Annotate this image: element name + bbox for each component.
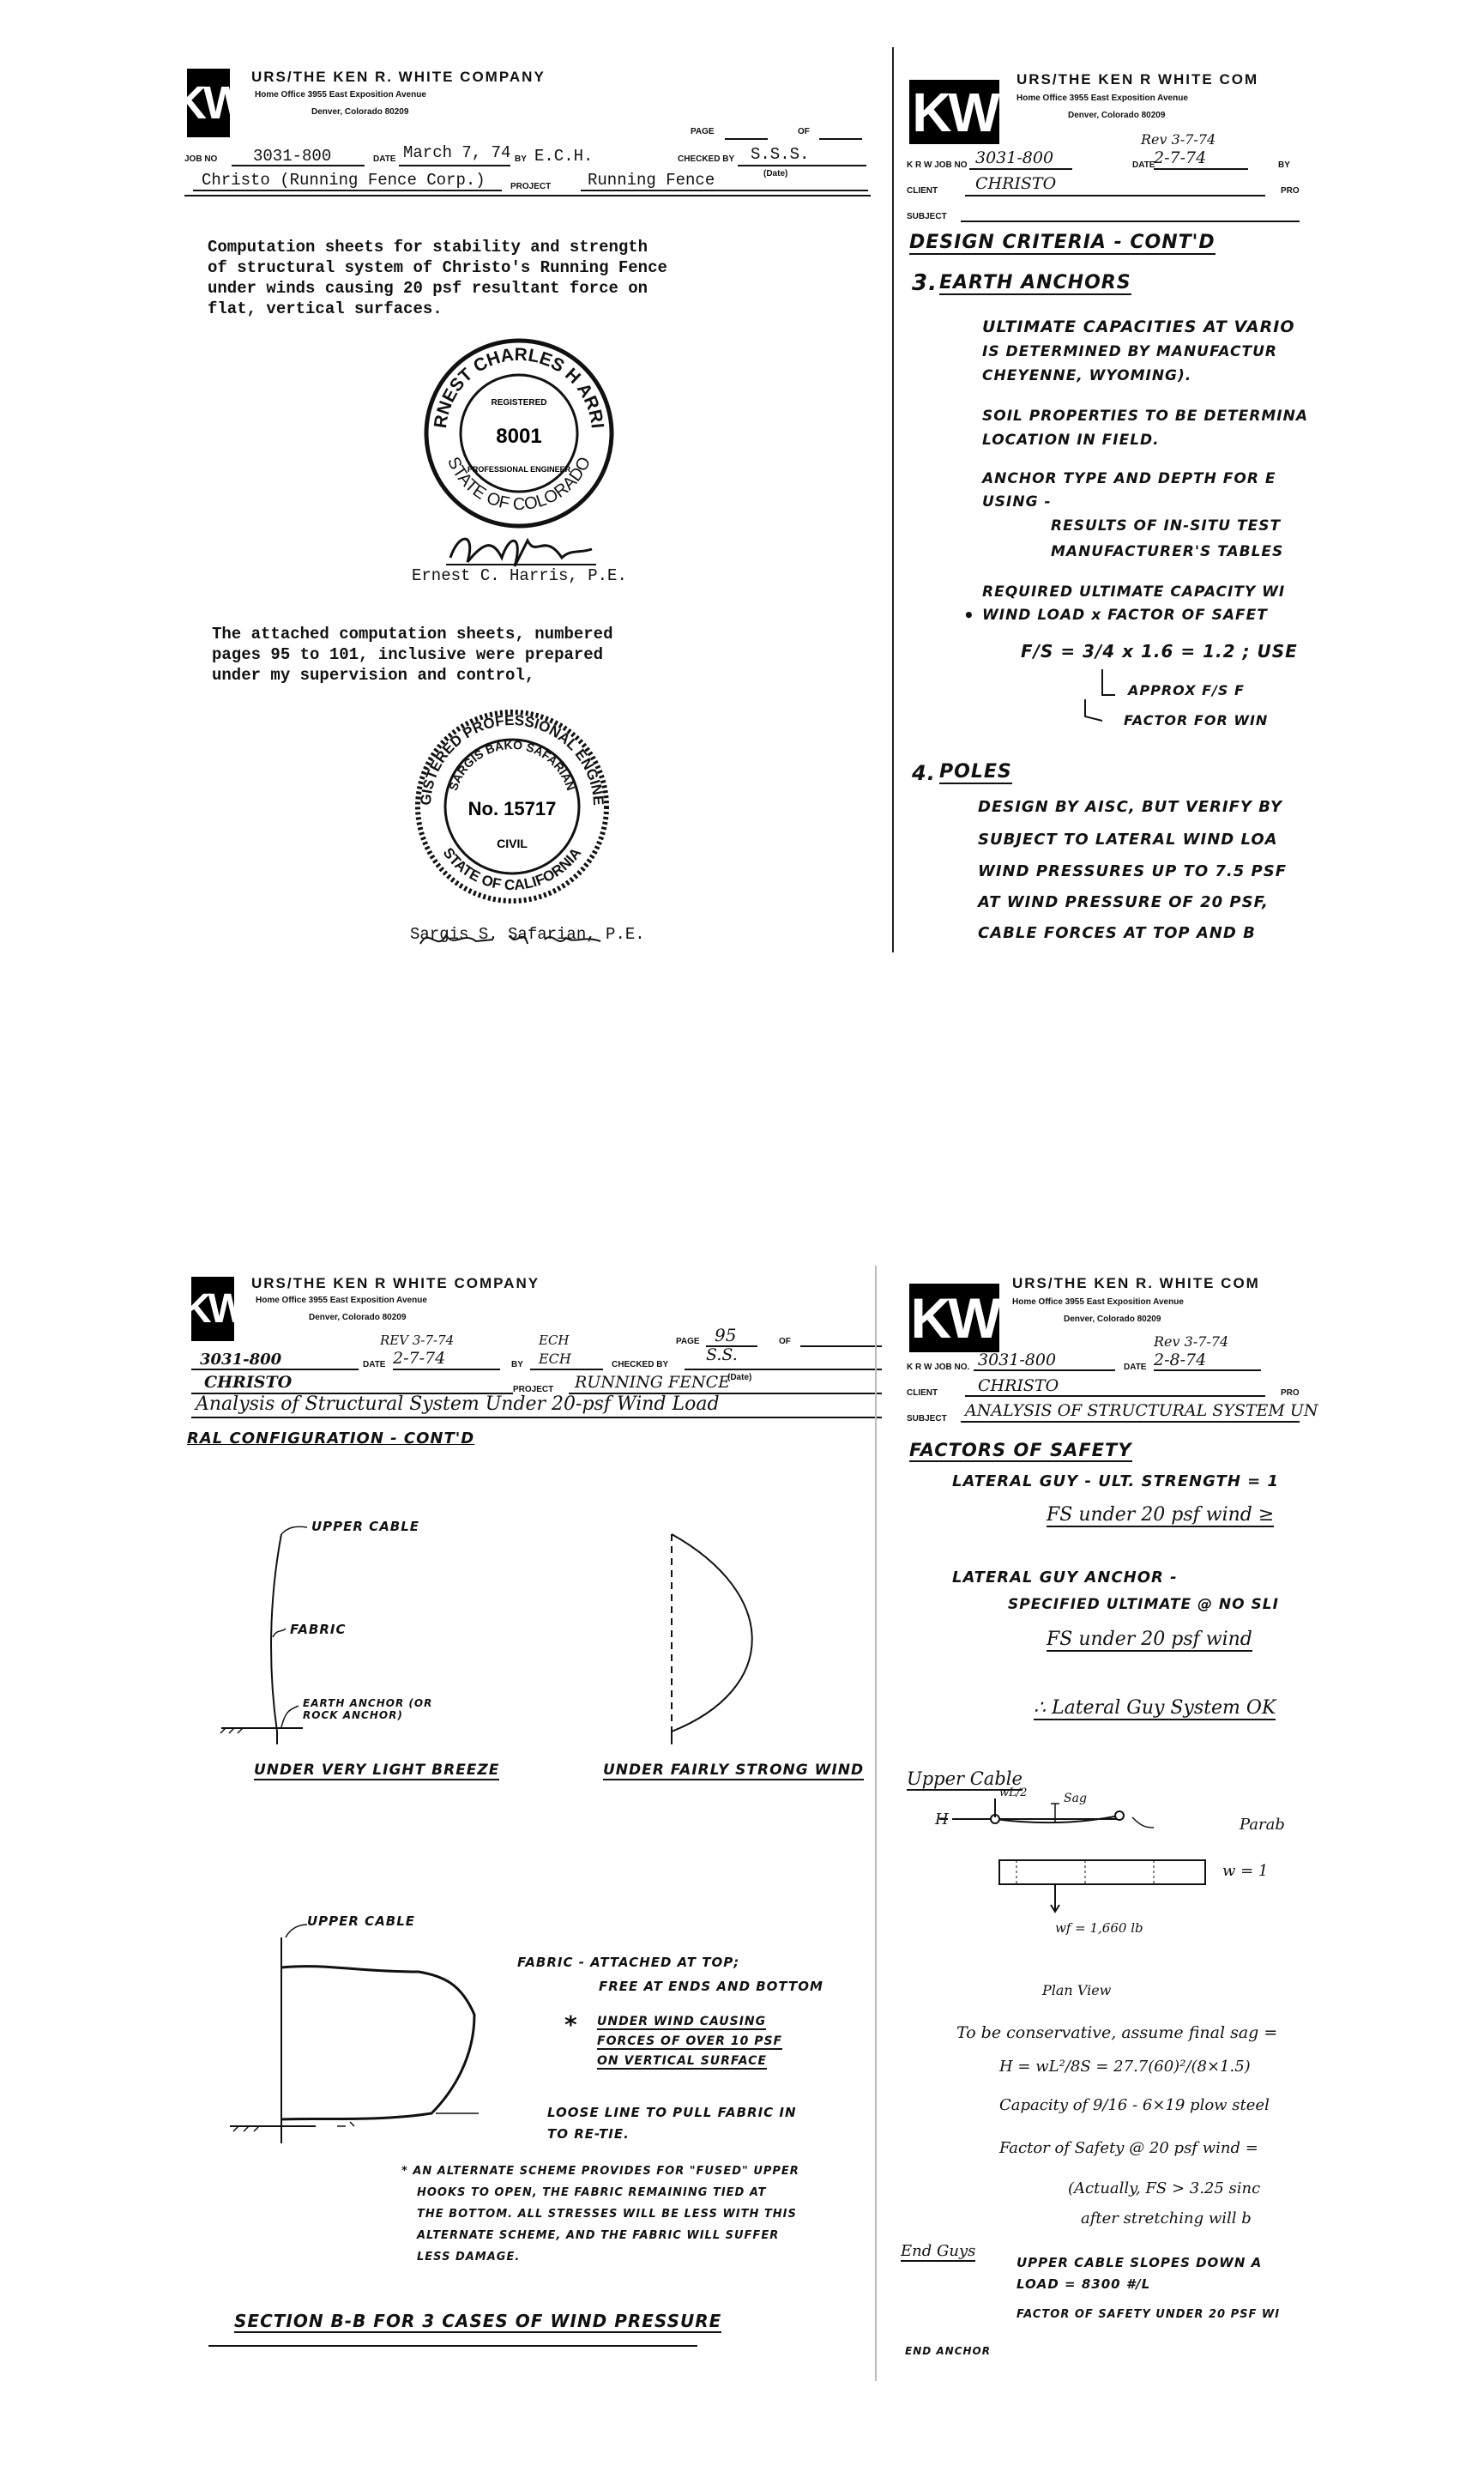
sheet-4-factors-of-safety [896,1268,1318,2371]
body-line-2: of structural system of Christo's Running Fence [208,258,667,277]
subject-value: ANALYSIS OF STRUCTURAL SYSTEM UN [965,1401,1318,1420]
upper-slopes: UPPER CABLE SLOPES DOWN A [1016,2255,1263,2270]
date-label: DATE [363,1360,386,1369]
label-H: H [935,1810,949,1828]
page-number: 95 [715,1325,737,1345]
subject-label: SUBJECT [907,212,947,221]
section-4-title: POLES [939,761,1012,783]
criteria-line-12: F/S = 3/4 x 1.6 = 1.2 ; USE [1021,641,1298,662]
end-guys: End Guys [901,2242,976,2260]
criteria-line-2: IS DETERMINED BY MANUFACTUR [982,343,1278,360]
signer-safarian: Sargis S. Safarian, P.E. [410,925,645,944]
date-label: DATE [1132,160,1155,170]
project-value: Running Fence [588,171,715,190]
seal2-bottom: STATE OF CALIFORNIA [439,844,585,894]
page-label: PAGE [691,127,715,136]
checked-label: CHECKED BY [612,1360,669,1369]
seal2-number: No. 15717 [468,798,557,819]
guy-system-ok: ∴ Lateral Guy System OK [1034,1697,1276,1719]
by-initials: ECH [539,1333,570,1348]
by-value: E.C.H. [534,147,594,166]
label-loose-line-2: TO RE-TIE. [547,2126,630,2142]
project-label: PRO [1281,186,1300,196]
checked-value: S.S.S. [751,145,810,164]
subject-value: Analysis of Structural System Under 20-psf Wind Load [196,1393,720,1415]
criteria-line-3: CHEYENNE, WYOMING). [982,367,1192,384]
body-line-1: Computation sheets for stability and strength [208,238,648,257]
kw-logo: KW [191,1277,234,1341]
factor-2: FACTOR OF SAFETY UNDER 20 PSF WI [1016,2308,1281,2321]
page-label: PAGE [676,1337,700,1346]
by-label: BY [1278,160,1290,170]
seal-colorado [413,319,618,532]
note-line-1: * AN ALTERNATE SCHEME PROVIDES FOR "FUSED" UPPER [401,2165,799,2178]
label-fairly-strong-wind: UNDER FAIRLY STRONG WIND [603,1762,865,1779]
label-fabric: FABRIC [290,1622,347,1637]
label-fabric-free: FREE AT ENDS AND BOTTOM [599,1979,823,1994]
label-w: w = 1 [1222,1862,1269,1880]
pole-line-1: DESIGN BY AISC, BUT VERIFY BY [978,798,1282,816]
attached-line-3: under my supervision and control, [212,666,535,685]
diagram-light-breeze [187,1526,873,1749]
office-city: Denver, Colorado 80209 [1068,111,1166,120]
date-value: 2-7-74 [393,1349,446,1368]
of-label: OF [779,1337,791,1346]
by-value: ECH [539,1351,571,1367]
project-label: PROJECT [510,182,552,191]
page-divider [892,47,894,952]
label-wl2: wL/2 [999,1786,1028,1799]
note-line-3: THE BOTTOM. ALL STRESSES WILL BE LESS WITH THIS [417,2208,797,2221]
factor-of-safety: Factor of Safety @ 20 psf wind = [999,2139,1258,2157]
plan-view: Plan View [1042,1982,1112,1998]
seal-california [406,691,613,910]
job-number: 3031-800 [975,148,1054,167]
criteria-line-9: MANUFACTURER'S TABLES [1051,543,1284,560]
note-line-2: HOOKS TO OPEN, THE FABRIC REMAINING TIED AT [417,2186,767,2199]
h-equation: H = wL²/8S = 27.7(60)²/(8×1.5) [999,2058,1251,2076]
label-sag: Sag [1064,1792,1087,1805]
checked-value: S.S. [706,1345,738,1364]
rev-note: Rev 3-7-74 [1141,131,1216,148]
label-earth-anchor: EARTH ANCHOR (OR ROCK ANCHOR) [303,1697,433,1721]
office-address: Home Office 3955 East Exposition Avenue [1012,1297,1184,1307]
client-value: Christo (Running Fence Corp.) [202,171,486,190]
seal1-number: 8001 [496,425,542,448]
criteria-line-14: FACTOR FOR WIN [1124,712,1269,728]
label-under-wind-1: UNDER WIND CAUSING [597,2015,767,2028]
lateral-guy: LATERAL GUY - ULT. STRENGTH = 1 [952,1472,1280,1490]
label-star: * [564,2010,578,2039]
specified: SPECIFIED ULTIMATE @ NO SLI [1008,1596,1279,1613]
capacity: Capacity of 9/16 - 6×19 plow steel [999,2096,1270,2114]
seal1-registered: REGISTERED [491,398,547,408]
seal1-top: ERNEST CHARLES H ARRIS [413,319,607,430]
company-name: URS/THE KEN R. WHITE COMPANY [251,69,546,85]
sheet-2-design-criteria [896,64,1308,952]
office-address: Home Office 3955 East Exposition Avenue [256,1296,427,1305]
page-divider [875,1266,877,2381]
label-under-wind-2: FORCES OF OVER 10 PSF [597,2034,783,2048]
body-line-4: flat, vertical surfaces. [208,299,443,318]
sheet-3-configuration [182,1268,890,2358]
rev-note: REV 3-7-74 [380,1333,455,1348]
rev-note: Rev 3-7-74 [1154,1333,1229,1350]
section-caption: SECTION B-B FOR 3 CASES OF WIND PRESSURE [234,2311,722,2331]
label-parab: Parab [1240,1816,1285,1834]
label-very-light-breeze: UNDER VERY LIGHT BREEZE [254,1762,500,1779]
client-label: CLIENT [907,186,938,196]
criteria-line-11: WIND LOAD x FACTOR OF SAFET [982,607,1268,624]
label-upper-cable: UPPER CABLE [311,1519,420,1534]
actually: (Actually, FS > 3.25 sinc [1068,2179,1261,2197]
section-heading: RAL CONFIGURATION - CONT'D [187,1429,475,1448]
office-city: Denver, Colorado 80209 [311,107,409,117]
criteria-line-5: LOCATION IN FIELD. [982,432,1160,449]
section-4-number: 4. [912,761,936,785]
upper-cable-heading: Upper Cable [907,1768,1023,1789]
seal1-bottom: STATE OF COLORADO [443,454,595,515]
job-number: 3031-800 [978,1351,1057,1369]
date2-label: (Date) [763,169,788,178]
note-line-4: ALTERNATE SCHEME, AND THE FABRIC WILL SUFFER [417,2229,780,2242]
section-heading: DESIGN CRITERIA - CONT'D [909,232,1216,253]
client-value: CHRISTO [204,1373,293,1392]
criteria-line-1: ULTIMATE CAPACITIES AT VARIO [982,317,1295,336]
by-label: BY [515,154,527,164]
pole-line-3: WIND PRESSURES UP TO 7.5 PSF [978,862,1287,880]
date-label: DATE [1124,1363,1147,1372]
bullet: • [963,605,975,626]
by-label: BY [511,1360,523,1369]
label-under-wind-3: ON VERTICAL SURFACE [597,2054,767,2068]
job-number: 3031-800 [200,1351,282,1369]
pole-line-2: SUBJECT TO LATERAL WIND LOA [978,831,1278,849]
project-label: PRO [1281,1388,1300,1398]
label-fabric-attached: FABRIC - ATTACHED AT TOP; [517,1955,740,1970]
office-city: Denver, Colorado 80209 [1064,1315,1161,1324]
end-anchor-cut: END ANCHOR [905,2345,991,2357]
criteria-line-10: REQUIRED ULTIMATE CAPACITY WI [982,583,1286,601]
label-wf: wf = 1,660 lb [1055,1920,1143,1936]
job-label: K R W JOB NO [907,160,968,170]
conservative: To be conservative, assume final sag = [956,2023,1278,2042]
load: LOAD = 8300 #/L [1016,2276,1151,2292]
office-city: Denver, Colorado 80209 [309,1313,407,1322]
project-label: PROJECT [513,1385,554,1394]
label-upper-cable-2: UPPER CABLE [307,1913,416,1929]
seal2-top: REGISTERED PROFESSIONAL ENGINEER [406,691,607,807]
pole-line-5: CABLE FORCES AT TOP AND B [978,924,1256,942]
of-label: OF [798,127,810,136]
client-value: CHRISTO [978,1376,1059,1395]
section-3-title: EARTH ANCHORS [939,272,1131,293]
pole-line-4: AT WIND PRESSURE OF 20 PSF, [978,893,1269,911]
attached-line-2: pages 95 to 101, inclusive were prepared [212,645,604,664]
seal2-civil: CIVIL [497,837,528,850]
job-label: JOB NO [184,154,218,164]
criteria-line-4: SOIL PROPERTIES TO BE DETERMINA [982,408,1308,425]
subject-label: SUBJECT [907,1414,947,1423]
criteria-line-6: ANCHOR TYPE AND DEPTH FOR E [982,470,1276,487]
section-3-number: 3. [912,270,938,296]
date-value: March 7, 74 [403,143,511,162]
svg-text:STATE OF COLORADO [443,454,594,514]
body-line-3: under winds causing 20 psf resultant force on [208,279,648,298]
note-line-5: LESS DAMAGE. [417,2251,521,2264]
after-stretching: after stretching will b [1081,2209,1252,2227]
svg-text:SARGIS BAKO SAFARIAN [446,738,578,792]
office-address: Home Office 3955 East Exposition Avenue [1016,94,1188,103]
lateral-anchor: LATERAL GUY ANCHOR - [952,1568,1178,1587]
kw-logo: KW [909,80,999,144]
checked-label: CHECKED BY [678,154,735,164]
client-value: CHRISTO [975,174,1057,193]
label-loose-line-1: LOOSE LINE TO PULL FABRIC IN [547,2105,797,2120]
sheet-1-certification [173,64,888,957]
kw-logo: KW [909,1284,999,1352]
signer-harris: Ernest C. Harris, P.E. [412,566,627,585]
criteria-line-8: RESULTS OF IN-SITU TEST [1051,517,1282,535]
date2-label: (Date) [727,1373,752,1382]
kw-logo: KW [187,69,230,137]
attached-line-1: The attached computation sheets, numbered [212,625,613,644]
seal1-mid: PROFESSIONAL ENGINEER [467,465,571,474]
fs-line-2: FS under 20 psf wind [1047,1629,1252,1650]
job-number: 3031-800 [253,147,332,166]
client-label: CLIENT [907,1388,938,1398]
date-value: 2-8-74 [1154,1351,1207,1369]
criteria-line-13: APPROX F/S F [1128,682,1245,698]
fs-line-1: FS under 20 psf wind ≥ [1047,1504,1275,1526]
company-name: URS/THE KEN R WHITE COMPANY [251,1275,540,1291]
office-address: Home Office 3955 East Exposition Avenue [255,90,426,100]
date-value: 2-7-74 [1154,148,1207,167]
job-label: K R W JOB NO. [907,1363,970,1372]
company-name: URS/THE KEN R. WHITE COM [1012,1275,1260,1291]
project-value: RUNNING FENCE [575,1373,731,1392]
criteria-line-7: USING - [982,493,1052,511]
date-label: DATE [373,154,396,164]
fs-heading: FACTORS OF SAFETY [909,1440,1132,1460]
company-name: URS/THE KEN R WHITE COM [1016,71,1259,88]
seal2-name: SARGIS BAKO SAFARIAN [445,737,579,793]
